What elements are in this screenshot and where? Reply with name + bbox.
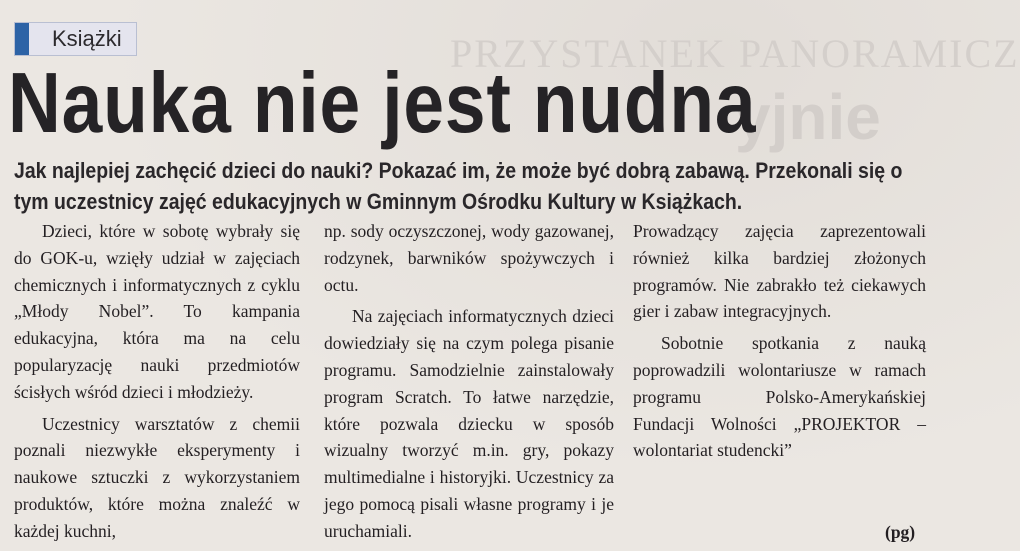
bleed-through-word: yjnie <box>735 81 881 153</box>
article-column-1 <box>14 218 300 545</box>
paragraph: np. sody oczyszczonej, wody gazowanej, rodzynek, barwników spożywczych i octu. <box>324 221 614 295</box>
paragraph: Prowadzący zajęcia zaprezentowali również kilka bardziej złożonych programów. Nie zabrakło też ciekawych gier i zabaw integracyjnych. <box>633 221 926 322</box>
paragraph: Sobotnie spotkania z nauką poprowadzili wolontariusze w ramach programu Polsko-Amerykańskiej Fundacji Wolności „PROJEKTOR – wolontariat studencki” <box>633 333 926 461</box>
section-tag <box>14 22 137 56</box>
bleed-through-heading: PRZYSTANEK PANORAMICZ <box>450 31 1020 76</box>
section-accent-bar <box>15 23 29 55</box>
paragraph: Na zajęciach informatycznych dzieci dowiedziały się na czym polega pisanie programu. Samodzielnie zainstalowały program Scratch. To łatwe narzędzie, które pozwala dziecku w sposób wizualny tworzyć m.in. gry, pokazy multimedialne i historyjki. Uczestnicy za jego pomocą pisali własne programy i je uruchamiali. <box>324 306 614 541</box>
article-headline: Nauka nie jest nudna <box>8 56 757 151</box>
paragraph: Dzieci, które w sobotę wybrały się do GOK-u, wzięły udział w zajęciach chemicznych i informatycznych z cyklu „Młody Nobel”. To kampania edukacyjna, która ma na celu popularyzację nauki przedmiotów ścisłych wśród dzieci i młodzieży. <box>14 221 300 402</box>
author-signature: (pg) <box>885 522 916 542</box>
section-label: Książki <box>52 26 122 51</box>
paragraph: Uczestnicy warsztatów z chemii poznali niezwykłe eksperymenty i naukowe sztuczki z wykorzystaniem produktów, które można znaleźć w każdej kuchni, <box>14 413 300 541</box>
article-column-3 <box>633 218 926 464</box>
article-lead: Jak najlepiej zachęcić dzieci do nauki? Pokazać im, że może być dobrą zabawą. Przekonali się o tym uczestnicy zajęć edukacyjnych w Gminnym Ośrodku Kultury w Książkach. <box>14 158 903 214</box>
article-column-2 <box>324 218 614 545</box>
